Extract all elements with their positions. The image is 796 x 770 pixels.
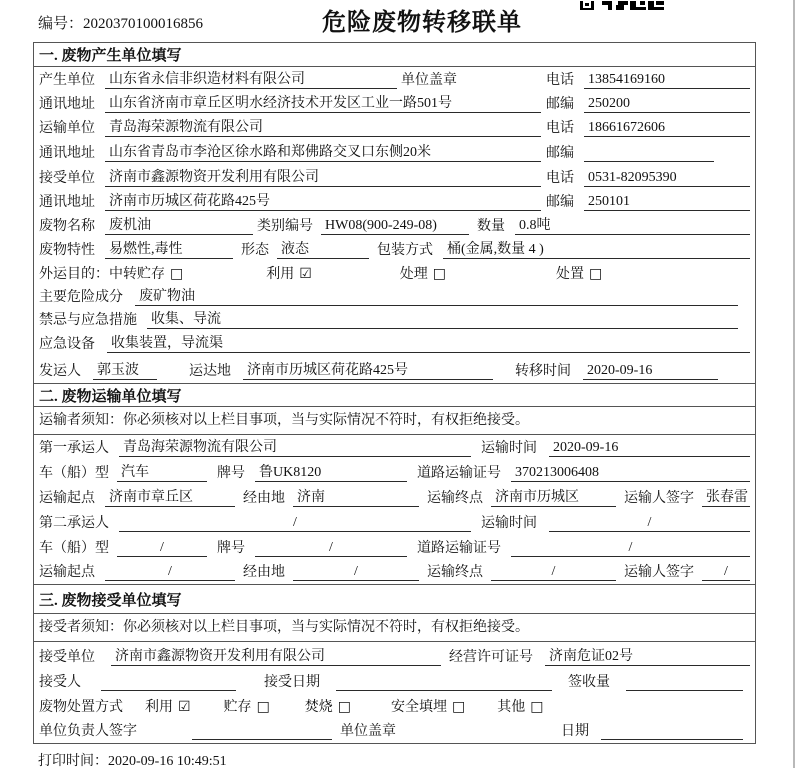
disposal-option-incinerate: 焚烧 □ [304,699,352,715]
checkbox-checked-icon: ☑ [178,699,191,715]
shipper-label: 发运人 [39,364,81,379]
phone-label: 电话 [546,121,574,136]
disposal-option-utilize: 利用 ☑ [145,699,191,715]
form-row-vehicle2 [34,535,755,560]
endpoint-label: 运输终点 [427,491,483,506]
transporter-phone-field: 18661672606 [584,120,750,137]
transporter-sign1-field: 张春雷 [702,486,750,507]
zip-label: 邮编 [546,195,574,210]
transport-time2-field: / [549,515,750,532]
transporter-sign2-field: / [702,564,750,581]
transfer-time-field: 2020-09-16 [583,363,718,380]
form-row-disposal [34,694,755,719]
address-label: 通讯地址 [39,97,95,112]
form-row-hazard [34,286,755,309]
via2-field: / [293,564,419,581]
endpoint2-field: / [491,564,616,581]
accept-date-field [336,674,552,691]
form-row-vehicle1 [34,460,755,485]
hazard-label: 主要危险成分 [39,290,123,305]
carrier2-field: / [119,515,471,532]
form-row-receiver [34,165,755,190]
form-row-route2 [34,560,755,585]
phone-label: 电话 [546,73,574,88]
producer-field: 山东省永信非织造材料有限公司 [105,68,397,89]
form-row-waste-character [34,238,755,262]
checkbox-unchecked-icon: □ [589,266,603,282]
serial-label: 编号： [38,16,84,32]
purpose-option-dispose: 处置 □ [556,266,603,282]
endpoint1-field: 济南市历城区 [491,486,616,507]
transporter-zip-field [584,145,714,162]
purpose-option-treat: 处理 □ [399,266,447,282]
purpose-option-transfer-storage: 中转贮存 □ [109,266,184,282]
accept-unit-field: 济南市鑫源物资开发利用有限公司 [111,645,441,666]
road-permit1-field: 370213006408 [511,465,750,482]
vehicle-type2-field: / [117,540,207,557]
purpose-label: 外运目的： [39,267,109,282]
transporter-notice: 运输者须知：你必须核对以上栏目事项，当与实际情况不符时，有权拒绝接受。 [39,413,529,428]
plate2-field: / [255,540,407,557]
road-permit-label: 道路运输证号 [417,466,501,481]
transporter-sign-label: 运输人签字 [624,565,694,580]
date-field [601,723,743,740]
origin1-field: 济南市章丘区 [105,486,235,507]
hazard-field: 废矿物油 [135,285,738,306]
purpose-option-utilize: 利用 ☑ [266,266,312,282]
form-row-emergency-equipment [34,332,755,356]
accepter-field [101,674,236,691]
equipment-label: 应急设备 [39,337,95,352]
address-label: 通讯地址 [39,195,95,210]
vehicle-type1-field: 汽车 [117,461,207,482]
receiver-notice: 接受者须知：你必须核对以上栏目事项，当与实际情况不符时，有权拒绝接受。 [39,620,529,635]
accept-qty-field [626,674,743,691]
form-row-waste-name [34,214,755,238]
producer-label: 产生单位 [39,73,95,88]
origin-label: 运输起点 [39,491,95,506]
checkbox-unchecked-icon: □ [170,266,184,282]
zip-label: 邮编 [546,97,574,112]
accept-unit-label: 接受单位 [39,650,95,665]
producer-zip-field: 250200 [584,96,750,113]
taboo-label: 禁忌与应急措施 [39,313,137,328]
section2-header [34,384,755,407]
waste-name-label: 废物名称 [39,219,95,234]
character-field: 易燃性,毒性 [105,238,233,259]
receiver-phone-field: 0531-82095390 [584,170,750,187]
page-right-edge [793,0,795,768]
via-label: 经由地 [243,491,285,506]
waste-name-field: 废机油 [105,214,253,235]
form-row-accepter [34,669,755,694]
origin2-field: / [105,564,235,581]
receiver-label: 接受单位 [39,171,95,186]
quantity-field: 0.8吨 [515,214,750,235]
page-title: 危险废物转移联单 [322,10,522,36]
quantity-label: 数量 [477,219,505,234]
plate-label: 牌号 [217,466,245,481]
carrier2-label: 第二承运人 [39,516,109,531]
disposal-label: 废物处置方式 [39,700,123,715]
unit-seal-label: 单位盖章 [401,73,457,88]
transporter-notice-row [34,407,755,435]
zip-label: 邮编 [546,146,574,161]
accepter-label: 接受人 [39,675,81,690]
road-permit-label: 道路运输证号 [417,541,501,556]
form-row-producer-address [34,92,755,116]
equipment-field: 收集装置，导流渠 [107,332,750,353]
shipper-field: 郭玉波 [93,359,157,380]
print-time-value: 2020-09-16 10:49:51 [108,754,227,769]
destination-field: 济南市历城区荷花路425号 [243,359,493,380]
carrier1-field: 青岛海荣源物流有限公司 [119,436,471,457]
transport-time-label: 运输时间 [481,516,537,531]
chief-sign-label: 单位负责人签字 [39,724,137,739]
plate-label: 牌号 [217,541,245,556]
destination-label: 运达地 [189,364,231,379]
address-label: 通讯地址 [39,146,95,161]
via1-field: 济南 [293,486,419,507]
origin-label: 运输起点 [39,565,95,580]
receiver-zip-field: 250101 [584,194,750,211]
via-label: 经由地 [243,565,285,580]
print-time [38,750,227,770]
checkbox-unchecked-icon: □ [256,699,270,715]
producer-phone-field: 13854169160 [584,72,750,89]
form-row-purpose [34,262,755,286]
section1-title: 一. 废物产生单位填写 [39,48,182,64]
form-row-producer [34,67,755,92]
form-row-taboo [34,309,755,332]
transporter-address-field: 山东省青岛市李沧区徐水路和郑佛路交叉口东侧20米 [105,141,541,162]
form-row-receiver-address [34,190,755,214]
section1-header [34,43,755,67]
document-serial [38,12,203,33]
print-time-label: 打印时间： [38,754,108,769]
form-row-shipper [34,356,755,384]
form-row-transporter [34,116,755,140]
taboo-field: 收集、导流 [147,308,738,329]
date-label: 日期 [561,724,589,739]
endpoint-label: 运输终点 [427,565,483,580]
category-label: 类别编号 [257,219,313,234]
carrier1-label: 第一承运人 [39,441,109,456]
form-row-carrier2 [34,510,755,535]
disposal-option-other: 其他 □ [497,699,544,715]
checkbox-unchecked-icon: □ [530,699,544,715]
receiver-notice-row [34,614,755,642]
checkbox-unchecked-icon: □ [432,266,447,282]
road-permit2-field: / [511,540,750,557]
form-row-carrier1 [34,435,755,460]
checkbox-unchecked-icon: □ [337,699,352,715]
form-state-label: 形态 [241,243,269,258]
form-row-chief-sign [34,719,755,743]
checkbox-unchecked-icon: □ [452,699,466,715]
vehicle-type-label: 车（船）型 [39,466,109,481]
transporter-label: 运输单位 [39,121,95,136]
transporter-field: 青岛海荣源物流有限公司 [105,116,541,137]
license-field: 济南危证02号 [545,645,750,666]
character-label: 废物特性 [39,243,95,258]
license-label: 经营许可证号 [449,650,533,665]
packing-field: 桶(金属,数量 4 ) [443,238,750,259]
phone-label: 电话 [546,171,574,186]
chief-sign-field [192,723,332,740]
receiver-field: 济南市鑫源物资开发利用有限公司 [105,166,541,187]
vehicle-type-label: 车（船）型 [39,541,109,556]
transfer-time-label: 转移时间 [515,364,571,379]
disposal-option-store: 贮存 □ [223,699,270,715]
form-row-transporter-address [34,140,755,165]
receiver-address-field: 济南市历城区荷花路425号 [105,190,541,211]
transport-time-label: 运输时间 [481,441,537,456]
transporter-sign-label: 运输人签字 [624,491,694,506]
form-row-route1 [34,485,755,510]
accept-date-label: 接受日期 [264,675,320,690]
section3-header [34,585,755,614]
unit-seal-label: 单位盖章 [340,724,396,739]
category-field: HW08(900-249-08) [321,218,469,235]
accept-qty-label: 签收量 [568,675,610,690]
disposal-option-landfill: 安全填埋 □ [391,699,466,715]
serial-number: 2020370100016856 [83,16,204,32]
qr-code-fragment [578,0,664,10]
checkbox-checked-icon: ☑ [299,266,312,282]
packing-label: 包装方式 [377,243,433,258]
transport-time1-field: 2020-09-16 [549,440,750,457]
producer-address-field: 山东省济南市章丘区明水经济技术开发区工业一路501号 [105,92,541,113]
transfer-form-table [33,42,756,744]
section2-title: 二. 废物运输单位填写 [39,388,182,405]
plate1-field: 鲁UK8120 [255,461,407,482]
form-state-field: 液态 [277,238,369,259]
form-row-accept-unit [34,642,755,669]
section3-title: 三. 废物接受单位填写 [39,592,182,609]
